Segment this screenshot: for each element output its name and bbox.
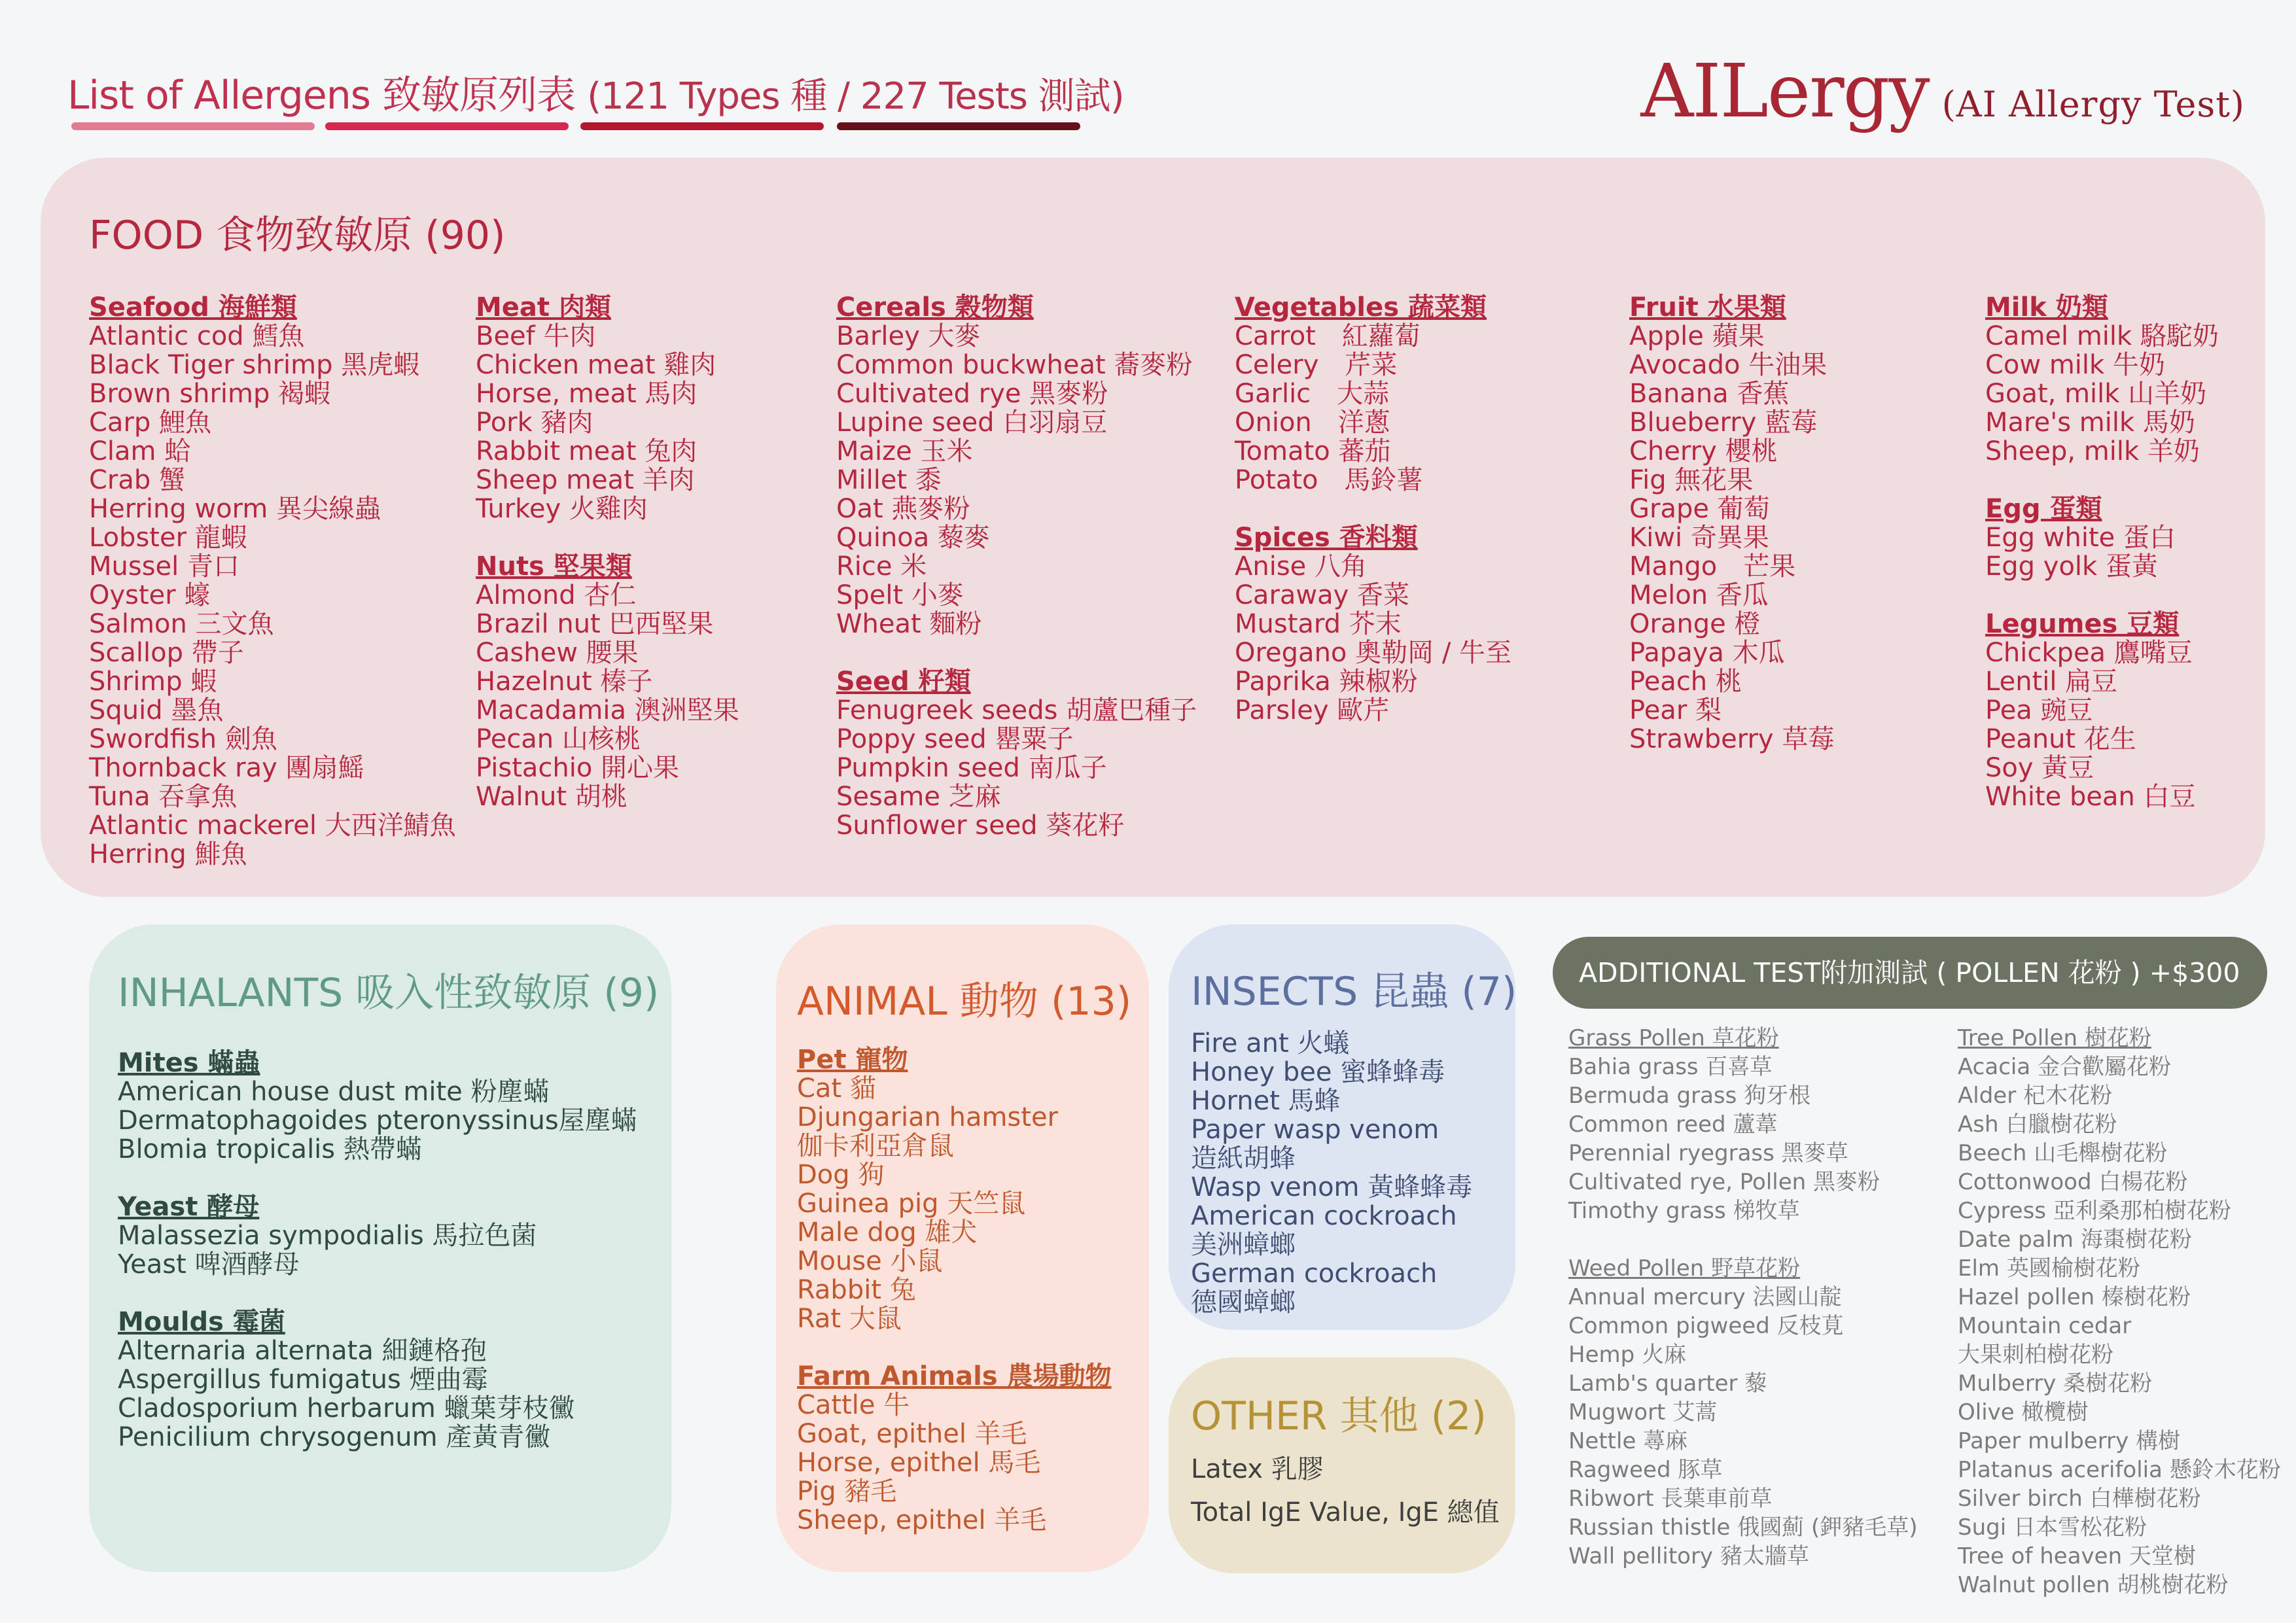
allergen-item: Wasp venom 黃蜂蜂毒: [1191, 1172, 1473, 1202]
allergen-item: Millet 黍: [836, 465, 942, 495]
allergen-item: Ribwort 長葉車前草: [1568, 1486, 1773, 1512]
category-heading: Spices 香料類: [1235, 523, 1418, 553]
category-heading: Pet 寵物: [797, 1045, 908, 1075]
allergen-item: Latex 乳膠: [1191, 1454, 1324, 1484]
allergen-item: Sheep, epithel 羊毛: [797, 1505, 1047, 1535]
allergen-item: Platanus acerifolia 懸鈴木花粉: [1958, 1457, 2281, 1483]
allergen-item: Cultivated rye, Pollen 黑麥粉: [1568, 1169, 1880, 1195]
allergen-item: Squid 墨魚: [89, 695, 224, 725]
allergen-item: Elm 英國榆樹花粉: [1958, 1255, 2140, 1282]
allergen-item: Carp 鯉魚: [89, 408, 211, 438]
allergen-group: [118, 1308, 637, 1452]
allergen-item: Mugwort 艾蒿: [1568, 1399, 1718, 1425]
allergen-item: Date palm 海棗樹花粉: [1958, 1227, 2192, 1253]
allergen-item: Oat 燕麥粉: [836, 494, 970, 524]
allergen-item: Pork 豬肉: [476, 408, 593, 438]
allergen-item: Nettle 蕁麻: [1568, 1428, 1688, 1454]
allergen-item: Bahia grass 百喜草: [1568, 1054, 1773, 1080]
allergen-item: Brazil nut 巴西堅果: [476, 609, 714, 639]
allergen-item: Potato 馬鈴薯: [1235, 465, 1423, 495]
allergen-group: [476, 293, 739, 523]
allergen-item: Barley 大麥: [836, 321, 981, 351]
allergen-item: Mussel 青口: [89, 551, 239, 582]
page-title: [67, 64, 1124, 120]
inhalants-title: INHALANTS 吸入性致敏原 (9): [118, 970, 660, 1016]
allergen-item: Melon 香瓜: [1629, 580, 1769, 610]
category-heading: Seed 籽類: [836, 667, 971, 697]
title-bar-segment-3: [580, 122, 824, 130]
allergen-item: Herring worm 異尖線蟲: [89, 494, 381, 524]
allergen-group: [1629, 293, 1834, 754]
allergen-item: Blueberry 藍莓: [1629, 408, 1818, 438]
brand-ai: AI: [1640, 49, 1720, 134]
allergen-item: Maize 玉米: [836, 436, 973, 466]
allergen-item: Yeast 啤酒酵母: [118, 1249, 300, 1280]
allergen-item: Lupine seed 白羽扇豆: [836, 408, 1108, 438]
animal-list: [797, 1045, 1112, 1563]
allergen-item: 伽卡利亞倉鼠: [797, 1131, 954, 1161]
allergen-group: [836, 293, 1197, 638]
allergen-item: Cashew 腰果: [476, 638, 639, 668]
allergen-item: Brown shrimp 褐蝦: [89, 379, 331, 409]
allergen-group: [1985, 495, 2219, 581]
allergen-group: [89, 293, 456, 869]
allergen-item: Chickpea 鷹嘴豆: [1985, 638, 2193, 668]
food-column: [836, 293, 1197, 869]
other-title: OTHER 其他 (2): [1191, 1393, 1487, 1439]
allergen-item: Celery 芹菜: [1235, 350, 1398, 380]
allergen-item: Aspergillus fumigatus 煙曲霉: [118, 1365, 488, 1395]
title-bar-segment-2: [325, 122, 569, 130]
allergen-item: Dermatophagoides pteronyssinus屋塵蟎: [118, 1106, 637, 1136]
allergen-group: [1568, 1254, 1918, 1571]
allergen-item: Caraway 香菜: [1235, 580, 1410, 610]
category-heading: Fruit 水果類: [1629, 292, 1786, 323]
allergen-item: Black Tiger shrimp 黑虎蝦: [89, 350, 420, 380]
allergen-item: Camel milk 駱駝奶: [1985, 321, 2219, 351]
allergen-item: Hornet 馬蜂: [1191, 1086, 1341, 1116]
allergen-item: Fenugreek seeds 胡蘆巴種子: [836, 695, 1197, 725]
allergen-item: Sheep, milk 羊奶: [1985, 436, 2200, 466]
allergen-item: Cypress 亞利桑那柏樹花粉: [1958, 1198, 2231, 1224]
title-subtitle: (121 Types 種 / 227 Tests 測試): [587, 75, 1124, 118]
allergen-item: Pecan 山核桃: [476, 724, 641, 754]
allergen-item: Pea 豌豆: [1985, 695, 2093, 725]
allergen-item: 德國蟑螂: [1191, 1287, 1296, 1318]
allergen-item: American house dust mite 粉塵蟎: [118, 1077, 550, 1107]
allergen-item: Banana 香蕉: [1629, 379, 1790, 409]
allergen-item: Blomia tropicalis 熱帶蟎: [118, 1134, 422, 1164]
allergen-group: [797, 1362, 1112, 1535]
allergen-item: Horse, meat 馬肉: [476, 379, 698, 409]
allergen-item: Crab 蟹: [89, 465, 185, 495]
allergen-item: Common buckwheat 蕎麥粉: [836, 350, 1193, 380]
allergen-item: Mouse 小鼠: [797, 1246, 943, 1276]
allergen-item: Lobster 龍蝦: [89, 523, 247, 553]
allergen-item: Cultivated rye 黑麥粉: [836, 379, 1108, 409]
category-heading: Weed Pollen 野草花粉: [1568, 1255, 1801, 1282]
allergen-item: Dog 狗: [797, 1160, 885, 1190]
allergen-item: Apple 蘋果: [1629, 321, 1765, 351]
food-column: [1629, 293, 1834, 782]
allergen-item: Paprika 辣椒粉: [1235, 667, 1418, 697]
allergen-item: Alternaria alternata 細鏈格孢: [118, 1336, 487, 1366]
allergen-item: Perennial ryegrass 黑麥草: [1568, 1140, 1848, 1166]
allergen-group: [1235, 293, 1511, 495]
allergen-item: Carrot 紅蘿蔔: [1235, 321, 1421, 351]
allergen-item: Onion 洋蔥: [1235, 408, 1390, 438]
allergen-item: Rat 大鼠: [797, 1304, 902, 1334]
allergen-group: [1985, 293, 2219, 466]
allergen-group: [1568, 1024, 1918, 1225]
allergen-item: Sugi 日本雪松花粉: [1958, 1514, 2147, 1541]
allergen-item: Grape 葡萄: [1629, 494, 1770, 524]
allergen-item: Orange 橙: [1629, 609, 1761, 639]
allergen-item: Wall pellitory 豬太牆草: [1568, 1543, 1809, 1569]
allergen-item: Soy 黃豆: [1985, 753, 2094, 783]
allergen-item: Strawberry 草莓: [1629, 724, 1835, 754]
allergen-item: Parsley 歐芹: [1235, 695, 1390, 725]
pollen-right-column: [1958, 1024, 2281, 1623]
allergen-item: Total IgE Value, IgE 總值: [1191, 1497, 1500, 1527]
allergen-item: Mare's milk 馬奶: [1985, 408, 2195, 438]
allergen-item: Malassezia sympodialis 馬拉色菌: [118, 1221, 537, 1251]
allergen-group: [1235, 523, 1511, 725]
allergen-item: Cat 貓: [797, 1073, 876, 1104]
allergen-item: Cattle 牛: [797, 1390, 910, 1420]
allergen-item: Bermuda grass 狗牙根: [1568, 1083, 1811, 1109]
allergen-item: American cockroach: [1191, 1201, 1457, 1231]
allergen-item: Djungarian hamster: [797, 1102, 1059, 1132]
inhalants-list: [118, 1049, 637, 1480]
category-heading: Legumes 豆類: [1985, 609, 2180, 639]
allergen-group: [118, 1049, 637, 1164]
allergen-item: Tree of heaven 天堂樹: [1958, 1543, 2196, 1569]
allergen-item: Poppy seed 罌粟子: [836, 724, 1074, 754]
allergen-item: Swordfish 劍魚: [89, 724, 277, 754]
allergen-item: Herring 鯡魚: [89, 839, 247, 869]
allergen-item: Thornback ray 團扇鰩: [89, 753, 364, 783]
allergen-item: Cow milk 牛奶: [1985, 350, 2165, 380]
allergen-item: Olive 橄欖樹: [1958, 1399, 2089, 1425]
allergen-item: Scallop 帶子: [89, 638, 244, 668]
allergen-item: Paper wasp venom: [1191, 1115, 1439, 1145]
allergen-group: [118, 1193, 637, 1279]
allergen-item: Mountain cedar: [1958, 1313, 2132, 1339]
food-column: [1235, 293, 1511, 754]
brand-logo: [1640, 49, 2245, 134]
allergen-item: Mustard 芥末: [1235, 609, 1402, 639]
allergen-item: Hemp 火麻: [1568, 1342, 1686, 1368]
additional-test-banner: ADDITIONAL TEST附加測試 ( POLLEN 花粉 ) +$300: [1553, 937, 2267, 1009]
category-heading: Grass Pollen 草花粉: [1568, 1025, 1779, 1051]
category-heading: Tree Pollen 樹花粉: [1958, 1025, 2151, 1051]
insects-list: [1191, 1029, 1472, 1317]
allergen-item: Clam 蛤: [89, 436, 191, 466]
allergen-group: [836, 667, 1197, 840]
allergen-item: Pear 梨: [1629, 695, 1722, 725]
allergen-item: Guinea pig 天竺鼠: [797, 1189, 1026, 1219]
title-bar-segment-4: [837, 122, 1080, 130]
allergen-item: Beech 山毛櫸樹花粉: [1958, 1140, 2168, 1166]
allergen-item: Walnut pollen 胡桃樹花粉: [1958, 1572, 2229, 1598]
allergen-item: Cladosporium herbarum 蠟葉芽枝黴: [118, 1393, 575, 1423]
allergen-item: Penicilium chrysogenum 產黃青黴: [118, 1422, 551, 1452]
allergen-item: Rice 米: [836, 551, 927, 582]
allergen-item: Mulberry 桑樹花粉: [1958, 1370, 2153, 1397]
allergen-item: Silver birch 白樺樹花粉: [1958, 1486, 2201, 1512]
allergen-item: Common reed 蘆葦: [1568, 1111, 1778, 1138]
title-bar-segment-1: [71, 122, 315, 130]
allergen-item: Male dog 雄犬: [797, 1217, 978, 1248]
allergen-item: Oregano 奧勒岡 / 牛至: [1235, 638, 1512, 668]
allergen-item: Rabbit 兔: [797, 1275, 916, 1305]
allergen-item: Lamb's quarter 藜: [1568, 1370, 1767, 1397]
allergen-item: Tomato 蕃茄: [1235, 436, 1391, 466]
allergen-item: White bean 白豆: [1985, 782, 2196, 812]
allergen-group: [1985, 610, 2219, 811]
allergen-item: Pistachio 開心果: [476, 753, 680, 783]
category-heading: Milk 奶類: [1985, 292, 2108, 323]
allergen-item: Pumpkin seed 南瓜子: [836, 753, 1107, 783]
insects-title: INSECTS 昆蟲 (7): [1191, 969, 1517, 1015]
food-column: [1985, 293, 2219, 840]
allergen-item: Egg white 蛋白: [1985, 523, 2176, 553]
allergen-group: [476, 552, 739, 811]
allergen-item: 大果刺柏樹花粉: [1958, 1342, 2113, 1368]
allergen-item: Goat, milk 山羊奶: [1985, 379, 2207, 409]
allergen-item: Sheep meat 羊肉: [476, 465, 695, 495]
allergen-item: Ragweed 豚草: [1568, 1457, 1723, 1483]
allergen-item: Wheat 麵粉: [836, 609, 982, 639]
allergen-item: Lentil 扁豆: [1985, 667, 2118, 697]
allergen-item: Macadamia 澳洲堅果: [476, 695, 739, 725]
other-list: [1191, 1448, 1500, 1534]
allergen-item: Oyster 蠔: [89, 580, 211, 610]
allergen-item: 造紙胡蜂: [1191, 1143, 1296, 1174]
allergen-item: Sesame 芝麻: [836, 782, 1001, 812]
category-heading: Vegetables 蔬菜類: [1235, 292, 1487, 323]
food-column: [89, 293, 456, 898]
pollen-left-column: [1568, 1024, 1918, 1599]
allergen-item: Mango 芒果: [1629, 551, 1796, 582]
brand-lergy: Lergy: [1720, 49, 1929, 134]
category-heading: Nuts 堅果類: [476, 551, 632, 582]
animal-title: ANIMAL 動物 (13): [797, 979, 1132, 1024]
allergen-item: Peanut 花生: [1985, 724, 2136, 754]
allergen-item: Garlic 大蒜: [1235, 379, 1390, 409]
allergen-item: Kiwi 奇異果: [1629, 523, 1769, 553]
allergen-item: Annual mercury 法國山靛: [1568, 1284, 1842, 1310]
category-heading: Moulds 霉菌: [118, 1307, 285, 1337]
category-heading: Meat 肉類: [476, 292, 611, 323]
food-section-title: FOOD 食物致敏原 (90): [89, 213, 506, 258]
allergen-item: Paper mulberry 構樹: [1958, 1428, 2180, 1454]
category-heading: Egg 蛋類: [1985, 494, 2102, 524]
allergen-item: Honey bee 蜜蜂蜂毒: [1191, 1057, 1445, 1087]
allergen-item: Walnut 胡桃: [476, 782, 627, 812]
allergen-item: 美洲蟑螂: [1191, 1230, 1296, 1260]
allergen-item: Rabbit meat 兔肉: [476, 436, 698, 466]
allergen-item: Timothy grass 梯牧草: [1568, 1198, 1800, 1224]
allergen-group: [797, 1045, 1112, 1333]
allergen-item: Atlantic cod 鱈魚: [89, 321, 305, 351]
allergen-item: Ash 白臘樹花粉: [1958, 1111, 2117, 1138]
allergen-item: Beef 牛肉: [476, 321, 596, 351]
allergen-item: German cockroach: [1191, 1259, 1438, 1289]
allergen-item: Peach 桃: [1629, 667, 1742, 697]
allergen-item: Alder 杞木花粉: [1958, 1083, 2112, 1109]
category-heading: Seafood 海鮮類: [89, 292, 297, 323]
allergen-item: Chicken meat 雞肉: [476, 350, 716, 380]
allergen-item: Egg yolk 蛋黃: [1985, 551, 2158, 582]
category-heading: Cereals 穀物類: [836, 292, 1034, 323]
allergen-item: Fig 無花果: [1629, 465, 1754, 495]
allergen-item: Almond 杏仁: [476, 580, 637, 610]
allergen-group: [1958, 1024, 2281, 1599]
allergen-item: Atlantic mackerel 大西洋鯖魚: [89, 811, 456, 841]
allergen-item: Anise 八角: [1235, 551, 1367, 582]
allergen-item: Papaya 木瓜: [1629, 638, 1785, 668]
allergen-item: Hazel pollen 榛樹花粉: [1958, 1284, 2191, 1310]
allergen-item: Pig 豬毛: [797, 1476, 897, 1507]
allergen-item: Horse, epithel 馬毛: [797, 1448, 1041, 1478]
title-main: List of Allergens 致敏原列表: [67, 73, 576, 118]
category-heading: Mites 蟎蟲: [118, 1048, 260, 1078]
allergen-item: Russian thistle 俄國薊 (鉀豬毛草): [1568, 1514, 1918, 1541]
allergen-item: Tuna 吞拿魚: [89, 782, 238, 812]
category-heading: Yeast 酵母: [118, 1192, 260, 1222]
allergen-item: Sunflower seed 葵花籽: [836, 811, 1125, 841]
brand-tagline: (AI Allergy Test): [1941, 84, 2245, 125]
allergen-item: Shrimp 蝦: [89, 667, 217, 697]
allergen-item: Acacia 金合歡屬花粉: [1958, 1054, 2171, 1080]
allergen-item: Spelt 小麥: [836, 580, 964, 610]
allergen-item: Quinoa 藜麥: [836, 523, 990, 553]
allergen-item: Cottonwood 白楊花粉: [1958, 1169, 2188, 1195]
category-heading: Farm Animals 農場動物: [797, 1361, 1112, 1391]
allergen-item: Hazelnut 榛子: [476, 667, 653, 697]
allergen-item: Turkey 火雞肉: [476, 494, 648, 524]
allergen-item: Salmon 三文魚: [89, 609, 274, 639]
allergen-item: Fire ant 火蟻: [1191, 1028, 1350, 1058]
allergen-item: Cherry 櫻桃: [1629, 436, 1778, 466]
allergen-item: Common pigweed 反枝莧: [1568, 1313, 1844, 1339]
food-column: [476, 293, 739, 840]
allergen-item: Goat, epithel 羊毛: [797, 1419, 1027, 1449]
allergen-item: Avocado 牛油果: [1629, 350, 1828, 380]
